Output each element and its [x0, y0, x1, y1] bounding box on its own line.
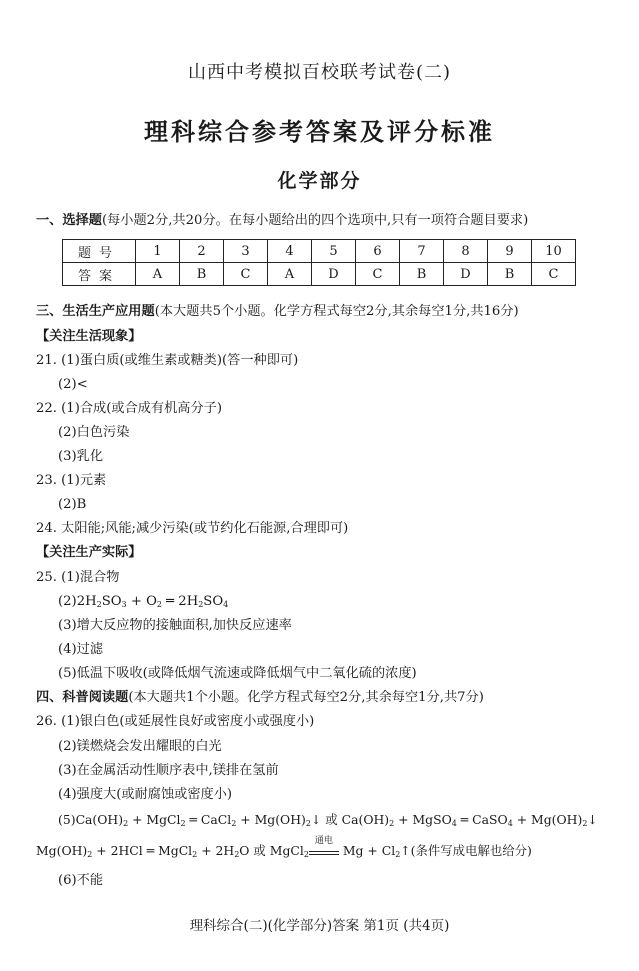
or-text-2: 或: [253, 843, 266, 858]
answer-table: [62, 239, 576, 286]
equation-hcl: $Mg(OH)_2 + 2HCl$ ═ MgCl$_2$ + $2H_2O$: [36, 843, 250, 859]
answer-21-1: 21. (1)蛋白质(或维生素或糖类)(答一种即可): [36, 353, 299, 368]
answer-26-6: (6)不能: [58, 873, 104, 888]
table-cell-number: 6: [356, 240, 400, 263]
table-cell-answer: B: [488, 263, 532, 286]
table-cell-answer: D: [312, 263, 356, 286]
section4-note: (本大题共1个小题。化学方程式每空2分,其余每空1分,共7分): [128, 690, 484, 705]
group-life: 【关注生活现象】: [36, 329, 142, 344]
table-cell-answer: B: [400, 263, 444, 286]
table-cell-number: 4: [268, 240, 312, 263]
section1-line: [36, 212, 528, 230]
answer-25-1: 25. (1)混合物: [36, 570, 120, 585]
section4-heading: 四、科普阅读题: [36, 690, 129, 705]
answer-26-5b: [36, 836, 532, 864]
section1-note: (每小题2分,共20分。在每小题给出的四个选项中,只有一项符合题目要求): [101, 213, 529, 228]
answer-22-3: (3)乳化: [58, 449, 104, 464]
table-cell-answer: C: [532, 263, 576, 286]
answer-22-2: (2)白色污染: [58, 425, 130, 440]
answer-26-3: (3)在金属活动性顺序表中,镁排在氢前: [58, 763, 279, 778]
equation-so2: $2H_2SO_3 + O_2$ ═ $2H_2SO_4$: [76, 594, 229, 609]
answer-25-2-prefix: (2): [58, 594, 77, 609]
answer-26-5: [58, 811, 598, 833]
answer-21-2: (2)<: [58, 377, 88, 392]
sub-title: 化学部分: [277, 170, 362, 192]
table-cell-answer: C: [224, 263, 268, 286]
table-cell-number: 2: [180, 240, 224, 263]
table-row-numbers: [63, 240, 576, 263]
answer-26-1: 26. (1)银白色(或延展性良好或密度小或强度小): [36, 714, 315, 729]
section3-heading: 三、生活生产应用题: [36, 304, 155, 319]
table-cell-answer: D: [444, 263, 488, 286]
table-cell-answer: A: [268, 263, 312, 286]
answer-25-5: (5)低温下吸收(或降低烟气流速或降低烟气中二氧化硫的浓度): [58, 666, 417, 681]
answer-24: 24. 太阳能;风能;减少污染(或节约化石能源,合理即可): [36, 521, 349, 536]
answer-25-2: [58, 593, 228, 614]
answer-26-5-prefix: (5): [58, 812, 76, 827]
table-label-answer: 答案: [63, 263, 136, 286]
section1-heading: 一、选择题: [36, 213, 102, 228]
equation-mgso4: $Ca(OH)_2$ + MgSO$_4$ ═ CaSO$_4$ + $Mg(OH)_2↓$: [341, 812, 598, 828]
answer-22-1: 22. (1)合成(或合成有机高分子): [36, 401, 223, 416]
table-label-number: 题号: [63, 240, 136, 263]
main-title: 理科综合参考答案及评分标准: [144, 118, 495, 146]
table-cell-number: 5: [312, 240, 356, 263]
section3-note: (本大题共5个小题。化学方程式每空2分,其余每空1分,共16分): [154, 304, 519, 319]
table-cell-number: 1: [136, 240, 180, 263]
electrolysis-arrow: [309, 836, 339, 855]
exam-title: 山西中考模拟百校联考试卷(二): [187, 62, 452, 83]
answer-23-2: (2)B: [58, 497, 87, 512]
answer-25-3: (3)增大反应物的接触面积,加快反应速率: [58, 618, 292, 633]
answer-26-4: (4)强度大(或耐腐蚀或密度小): [58, 787, 233, 802]
table-cell-answer: A: [136, 263, 180, 286]
or-text: 或: [325, 812, 338, 827]
table-cell-answer: C: [356, 263, 400, 286]
electrolysis-note: (条件写成电解也给分): [410, 843, 532, 858]
equation-mgcl2: $Ca(OH)_2$ + MgCl$_2$ ═ CaCl$_2$ + $Mg(OH)_2↓$: [75, 812, 322, 828]
electrolysis-label: 通电: [314, 836, 333, 846]
answer-25-4: (4)过滤: [58, 642, 104, 657]
answer-26-2: (2)镁燃烧会发出耀眼的白光: [58, 739, 222, 754]
table-cell-number: 3: [224, 240, 268, 263]
table-cell-number: 10: [532, 240, 576, 263]
answer-23-1: 23. (1)元素: [36, 473, 107, 488]
table-cell-number: 7: [400, 240, 444, 263]
page-footer: 理科综合(二)(化学部分)答案 第1页 (共4页): [189, 918, 450, 934]
table-cell-number: 9: [488, 240, 532, 263]
group-production: 【关注生产实际】: [36, 545, 142, 560]
equation-electrolysis: MgCl$_2$ 通电 $Mg + Cl_2↑$: [270, 843, 411, 858]
section3-line: [36, 303, 519, 321]
section4-line: [36, 689, 484, 707]
table-row-answers: [63, 263, 576, 286]
table-cell-number: 8: [444, 240, 488, 263]
table-cell-answer: B: [180, 263, 224, 286]
